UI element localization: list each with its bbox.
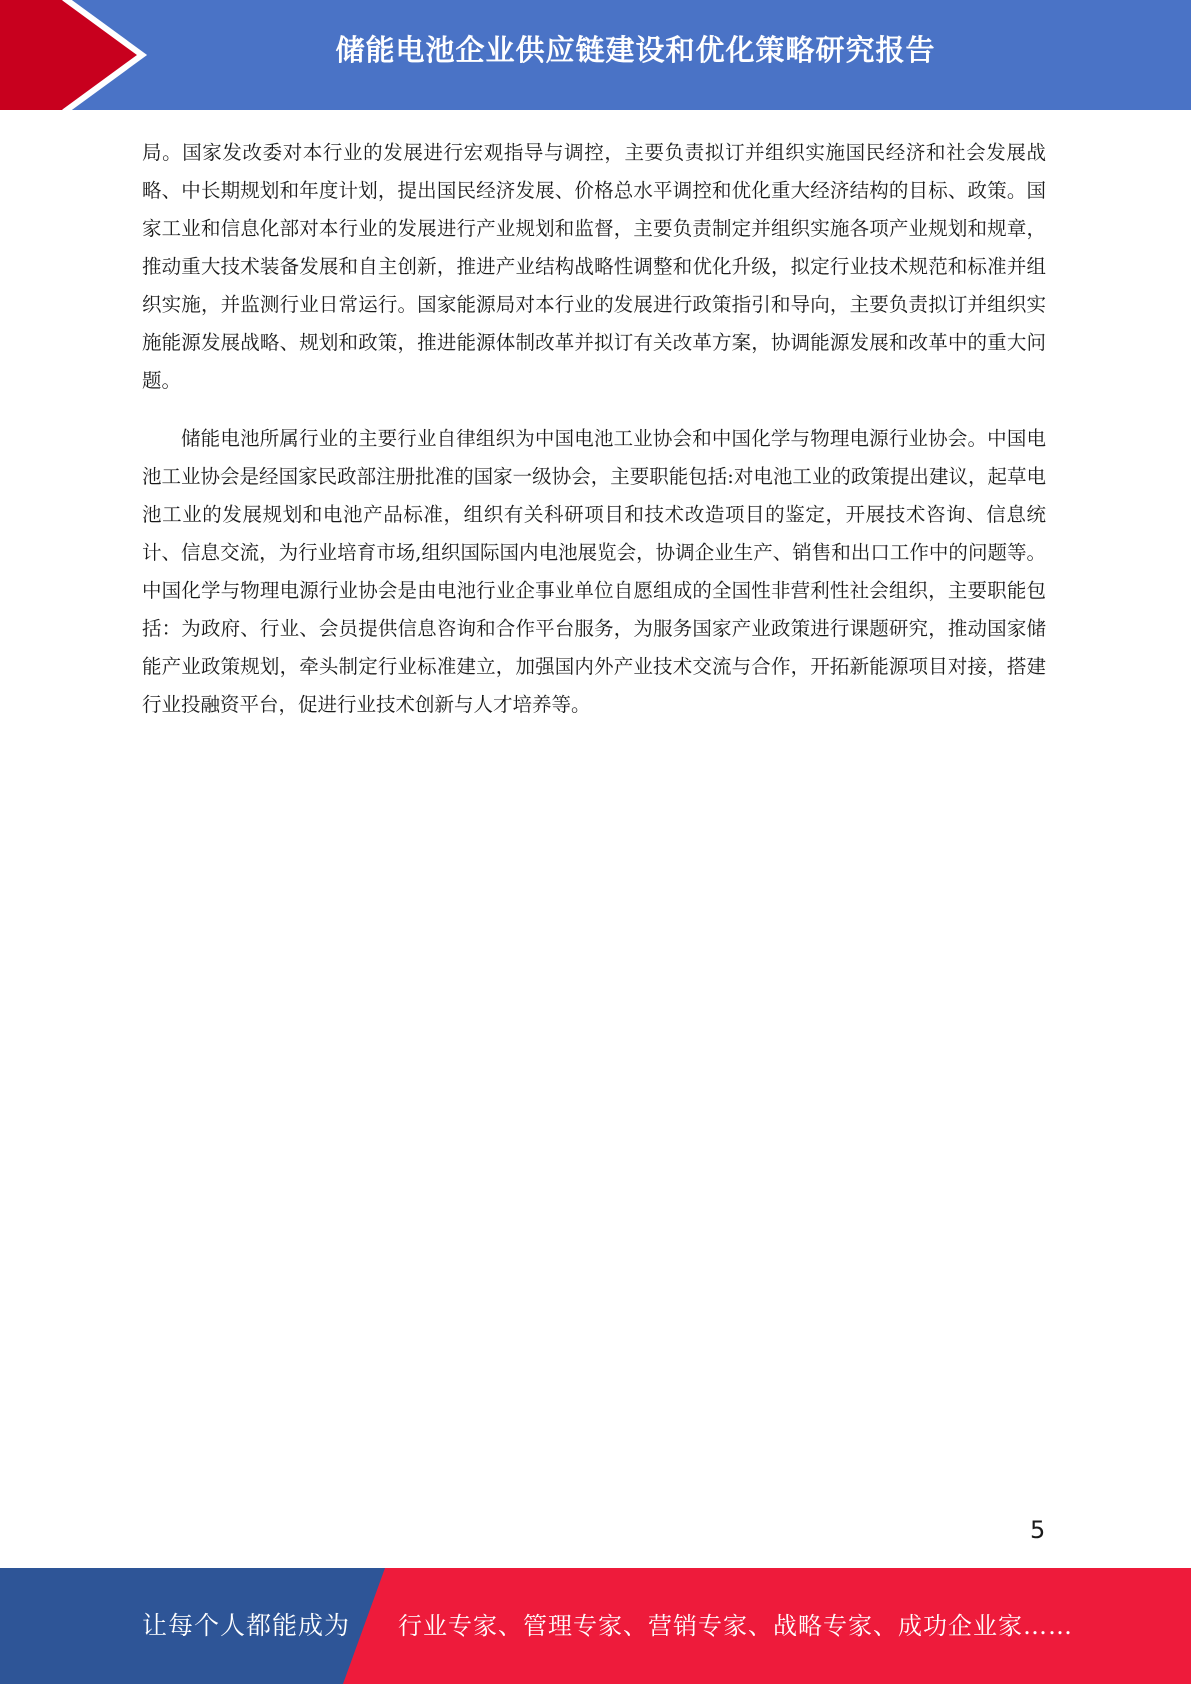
body-paragraph: 局。国家发改委对本行业的发展进行宏观指导与调控，主要负责拟订并组织实施国民经济和社会发展战略、中长期规划和年度计划，提出国民经济发展、价格总水平调控和优化重大经济结构的目标、政策。国家工业和信息化部对本行业的发展进行产业规划和监督，主要负责制定并组织实施各项产业规划和规章，推动重大技术装备发展和自主创新，推进产业结构战略性调整和优化升级，拟定行业技术规范和标准并组织实施，并监测行业日常运行。国家能源局对本行业的发展进行政策指引和导向，主要负责拟订并组织实施能源发展战略、规划和政策，推进能源体制改革并拟订有关改革方案，协调能源发展和改革中的重大问题。 xyxy=(142,141,1046,392)
body-content xyxy=(142,134,1046,724)
footer-slogan-left: 让每个人都能成为 xyxy=(142,1611,351,1640)
page-number: 5 xyxy=(1030,1516,1046,1544)
footer-slogan-right: 行业专家、管理专家、营销专家、战略专家、成功企业家…… xyxy=(398,1612,1073,1640)
document-title: 储能电池企业供应链建设和优化策略研究报告 xyxy=(335,33,936,67)
header-chevron-graphic xyxy=(0,0,150,110)
body-paragraph: 储能电池所属行业的主要行业自律组织为中国电池工业协会和中国化学与物理电源行业协会。中国电池工业协会是经国家民政部注册批准的国家一级协会，主要职能包括:对电池工业的政策提出建议，起草电池工业的发展规划和电池产品标准，组织有关科研项目和技术改造项目的鉴定，开展技术咨询、信息统计、信息交流，为行业培育市场,组织国际国内电池展览会，协调企业生产、销售和出口工作中的问题等。中国化学与物理电源行业协会是由电池行业企事业单位自愿组成的全国性非营利性社会组织，主要职能包括：为政府、行业、会员提供信息咨询和合作平台服务，为服务国家产业政策进行课题研究，推动国家储能产业政策规划，牵头制定行业标准建立，加强国内外产业技术交流与合作，开拓新能源项目对接，搭建行业投融资平台，促进行业技术创新与人才培养等。 xyxy=(142,427,1046,716)
page-header xyxy=(0,0,1191,110)
page-footer xyxy=(0,1568,1191,1684)
